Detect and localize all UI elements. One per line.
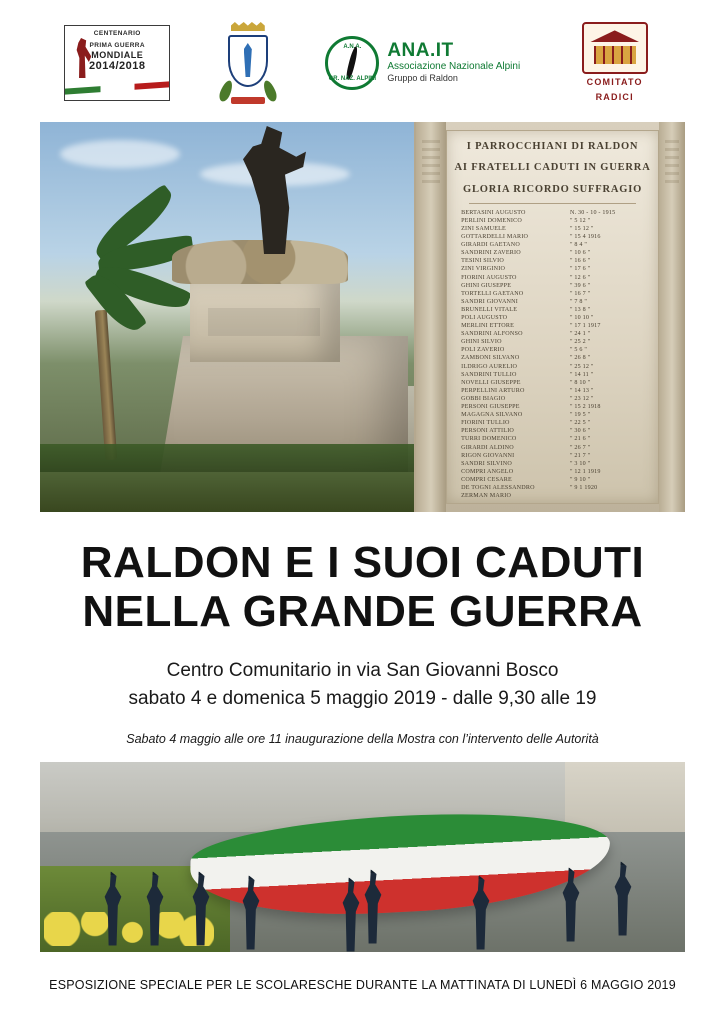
fallen-name-row	[461, 476, 644, 484]
fallen-name-row	[461, 346, 644, 354]
event-dates: sabato 4 e domenica 5 maggio 2019 - dalle 9,30 alle 19	[128, 688, 597, 710]
fallen-date: " 30 6 "	[570, 428, 591, 435]
fallen-name: MAGAGNA SILVANO	[461, 412, 523, 419]
fallen-names-list	[453, 209, 652, 500]
fallen-name: ZINI VIRGINIO	[461, 266, 506, 273]
fallen-name-row	[461, 379, 644, 387]
fallen-name: GIRARDI GAETANO	[461, 242, 520, 249]
fallen-name-row	[461, 322, 644, 330]
fallen-name-row	[461, 371, 644, 379]
fallen-name: SANDRINI TULLIO	[461, 371, 517, 378]
fallen-name-row	[461, 306, 644, 314]
title-line-1: RALDON E I SUOI CADUTI	[80, 538, 645, 587]
fallen-name: SANDRINI ALFONSO	[461, 331, 523, 338]
fallen-name-row	[461, 217, 644, 225]
fallen-name-row	[461, 468, 644, 476]
fallen-name-row	[461, 241, 644, 249]
fallen-name: PERSONI ATTILIO	[461, 428, 515, 435]
fallen-name-row	[461, 427, 644, 435]
fallen-name: POLI ZAVERIO	[461, 347, 505, 354]
fallen-name-row	[461, 282, 644, 290]
fallen-name: GOBBI BIAGIO	[461, 395, 506, 402]
fallen-name-row	[461, 444, 644, 452]
fallen-name: MERLINI ETTORE	[461, 323, 515, 330]
fallen-date: " 39 6 "	[570, 282, 591, 289]
fallen-name: GHINI GIUSEPPE	[461, 282, 512, 289]
monument-inscription	[208, 308, 320, 336]
poster-title	[0, 538, 725, 637]
plaque-pilaster-right	[659, 122, 685, 512]
fallen-name-row	[461, 265, 644, 273]
centenario-second-line: PRIMA GUERRA	[89, 42, 145, 50]
fallen-date: " 15 4 1916	[570, 234, 601, 241]
ana-badge-top-text: A.N.A.	[343, 44, 362, 50]
fallen-name-row	[461, 330, 644, 338]
ana-badge-icon	[325, 36, 379, 90]
fallen-name-row	[461, 452, 644, 460]
fallen-name: GHINI SILVIO	[461, 339, 502, 346]
fallen-date: " 3 10 "	[570, 460, 591, 467]
fallen-date: " 7 8 "	[570, 298, 588, 305]
title-line-2: NELLA GRANDE GUERRA	[82, 587, 643, 637]
fallen-date: " 26 7 "	[570, 444, 591, 451]
centenario-third-line: MONDIALE	[91, 50, 144, 61]
logo-bar	[0, 0, 725, 118]
fallen-date: " 23 12 "	[570, 395, 594, 402]
event-note: Sabato 4 maggio alle ore 11 inaugurazione della Mostra con l’intervento delle Autorità	[126, 731, 599, 746]
fallen-date: " 9 10 "	[570, 476, 591, 483]
fallen-name-row	[461, 460, 644, 468]
radici-line1: COMITATO	[586, 77, 643, 88]
fallen-name: FIORINI AUGUSTO	[461, 274, 517, 281]
fallen-name-row	[461, 257, 644, 265]
fallen-date: " 12 1 1919	[570, 468, 601, 475]
fallen-name-row	[461, 274, 644, 282]
fallen-name-row	[461, 403, 644, 411]
fallen-name-row	[461, 484, 644, 492]
fallen-name-row	[461, 354, 644, 362]
fallen-date: N. 30 - 10 - 1915	[570, 209, 616, 216]
fallen-name: NOVELLI GIUSEPPE	[461, 379, 521, 386]
centenario-logo	[64, 25, 170, 101]
fallen-name: SANDRI GIOVANNI	[461, 298, 518, 305]
fallen-date: " 5 6 "	[570, 347, 588, 354]
fallen-date: " 17 1 1917	[570, 323, 601, 330]
monument-rocks	[172, 240, 348, 284]
fallen-name: BRUNELLI VITALE	[461, 306, 518, 313]
fallen-name-row	[461, 249, 644, 257]
comune-crest-logo	[219, 22, 277, 104]
fallen-date: " 8 10 "	[570, 379, 591, 386]
crown-icon	[231, 22, 265, 31]
fallen-date: " 16 6 "	[570, 258, 591, 265]
fallen-name: COMPRI ANGELO	[461, 468, 514, 475]
fallen-name-row	[461, 363, 644, 371]
event-details	[0, 657, 725, 714]
flower-bed	[44, 912, 214, 946]
fallen-name-row	[461, 419, 644, 427]
fallen-date: " 25 2 "	[570, 339, 591, 346]
fallen-date: " 10 6 "	[570, 250, 591, 257]
fallen-name-row	[461, 435, 644, 443]
footer-note: ESPOSIZIONE SPECIALE PER LE SCOLARESCHE DURANTE LA MATTINATA DI LUNEDÌ 6 MAGGIO 2019	[49, 977, 676, 992]
fallen-date: " 15 2 1918	[570, 404, 601, 411]
ana-subtitle: Associazione Nazionale Alpini	[387, 61, 521, 73]
fallen-date: " 21 6 "	[570, 436, 591, 443]
fallen-name: GIRARDI ALDINO	[461, 444, 514, 451]
hero-photo-banner	[40, 122, 685, 512]
fallen-name: PERLINI DOMENICO	[461, 217, 523, 224]
fallen-name-row	[461, 290, 644, 298]
fallen-name: TORTELLI GAETANO	[461, 290, 524, 297]
fallen-name: PERPELLINI ARTURO	[461, 387, 525, 394]
fallen-name-row	[461, 492, 644, 500]
ribbon-icon	[231, 97, 265, 104]
fallen-name-row	[461, 233, 644, 241]
fallen-date: " 16 7 "	[570, 290, 591, 297]
centenario-top-line: CENTENARIO	[93, 30, 141, 37]
fallen-date: " 19 5 "	[570, 412, 591, 419]
fallen-date: " 12 6 "	[570, 274, 591, 281]
house-icon	[582, 22, 648, 74]
fallen-name: SANDRI SILVINO	[461, 460, 512, 467]
fallen-name: RIGON GIOVANNI	[461, 452, 515, 459]
fallen-date: " 14 13 "	[570, 387, 594, 394]
fallen-name-row	[461, 395, 644, 403]
fallen-name: TURRI DOMENICO	[461, 436, 517, 443]
fallen-date: " 21 7 "	[570, 452, 591, 459]
plaque-divider	[469, 203, 636, 204]
fallen-date: " 15 12 "	[570, 225, 594, 232]
plaque-heading-3: GLORIA RICORDO SUFFRAGIO	[463, 183, 643, 195]
memorial-plaque	[446, 130, 659, 504]
fallen-date: " 14 11 "	[570, 371, 594, 378]
fallen-name-row	[461, 225, 644, 233]
ana-group: Gruppo di Raldon	[387, 73, 458, 84]
tricolore-flag-photo	[40, 762, 685, 952]
fallen-name-row	[461, 338, 644, 346]
comitato-radici-logo	[569, 22, 661, 103]
fallen-name: ZINI SAMUELE	[461, 225, 506, 232]
radici-line2: RADICI	[595, 92, 634, 102]
fallen-name-row	[461, 209, 644, 217]
plaque-pilaster-left	[416, 122, 446, 512]
fallen-name: BERTASINI AUGUSTO	[461, 209, 526, 216]
palm-tree	[95, 310, 117, 460]
fallen-name-row	[461, 411, 644, 419]
fallen-date: " 17 6 "	[570, 266, 591, 273]
ana-badge-bottom-text: GR. NAZ. ALPINI	[328, 76, 377, 82]
fallen-date: " 8 4 "	[570, 242, 588, 249]
ana-text-block	[387, 41, 520, 85]
fallen-name: FIORINI TULLIO	[461, 420, 510, 427]
soldier-statue	[236, 126, 306, 254]
fallen-name-row	[461, 298, 644, 306]
fallen-date: " 10 10 "	[570, 315, 594, 322]
event-venue: Centro Comunitario in via San Giovanni Bosco	[166, 659, 559, 681]
fallen-date	[570, 492, 644, 500]
fallen-date: " 9 1 1920	[570, 484, 598, 491]
fallen-date: " 22 5 "	[570, 420, 591, 427]
fallen-name: ZERMAN MARIO	[461, 493, 512, 500]
fallen-date: " 5 12 "	[570, 217, 591, 224]
fallen-name: ILDRIGO AURELIO	[461, 363, 518, 370]
plaque-heading-1: I PARROCCHIANI DI RALDON	[466, 141, 639, 152]
memorial-plaque-photo	[414, 122, 685, 512]
ana-logo	[325, 36, 520, 90]
centenario-years: 2014/2018	[89, 60, 146, 73]
fallen-date: " 24 1 "	[570, 331, 591, 338]
fallen-name: GOTTARDELLI MARIO	[461, 234, 529, 241]
fallen-name: PERSONI GIUSEPPE	[461, 404, 520, 411]
foreground-grass	[40, 472, 414, 512]
war-memorial-photo	[40, 122, 414, 512]
fallen-name: COMPRI CESARE	[461, 476, 512, 483]
fallen-name: POLI AUGUSTO	[461, 315, 508, 322]
plaque-heading-2: AI FRATELLI CADUTI IN GUERRA	[454, 162, 651, 174]
tricolore-stripe-icon	[65, 81, 169, 94]
fallen-name-row	[461, 314, 644, 322]
fallen-date: " 26 8 "	[570, 355, 591, 362]
fallen-name: ZAMBONI SILVANO	[461, 355, 520, 362]
fallen-name: TESINI SILVIO	[461, 258, 504, 265]
fallen-name: SANDRINI ZAVERIO	[461, 250, 521, 257]
fallen-name: DE TOGNI ALESSANDRO	[461, 484, 535, 491]
fallen-date: " 25 12 "	[570, 363, 594, 370]
fallen-date: " 13 8 "	[570, 306, 591, 313]
ana-title: ANA.IT	[387, 40, 454, 62]
fallen-name-row	[461, 387, 644, 395]
